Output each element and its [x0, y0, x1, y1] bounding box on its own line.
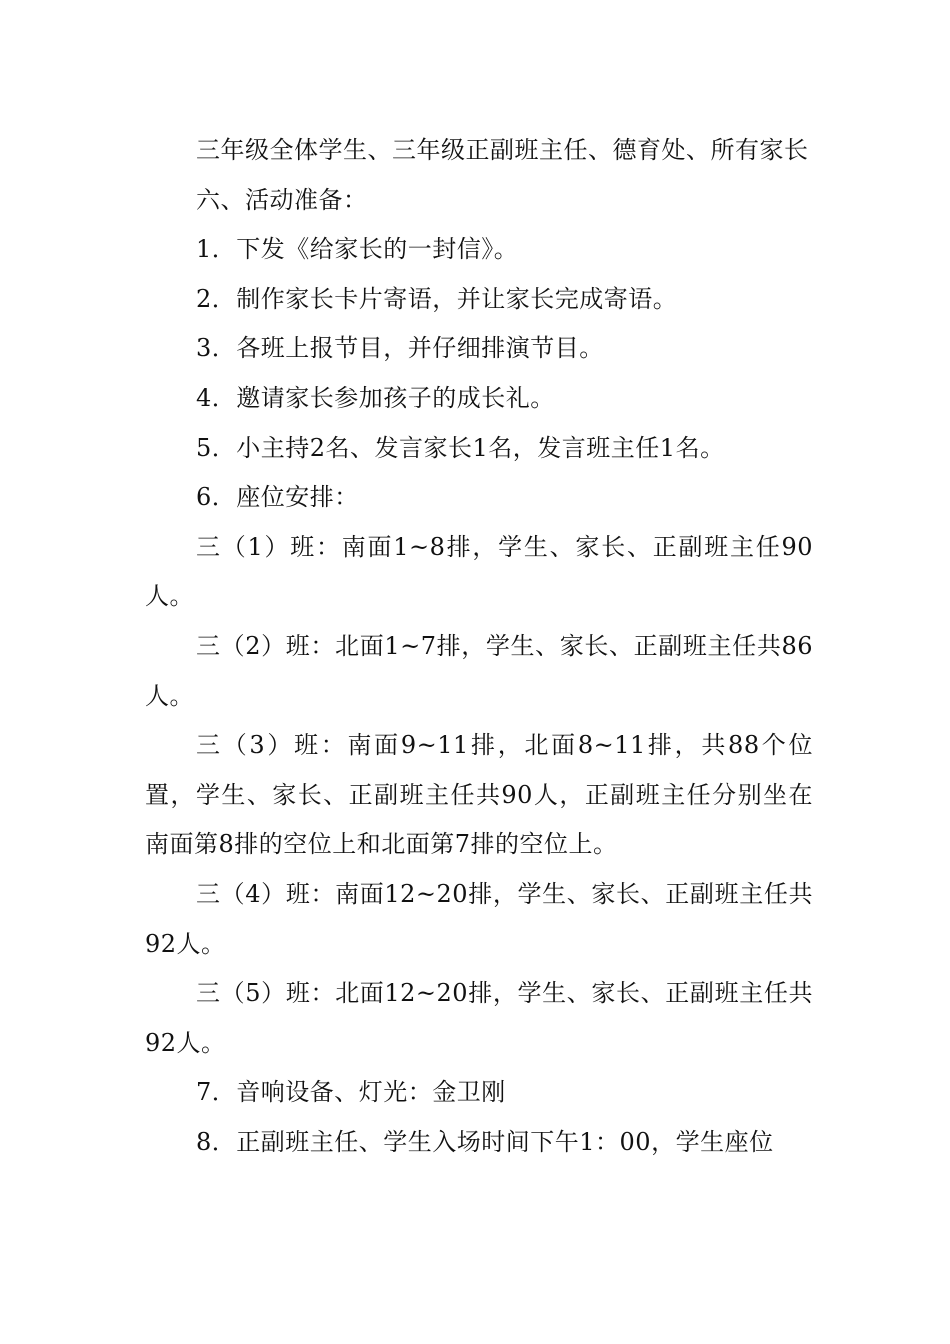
- seating-class-4: 三（4）班：南面12~20排，学生、家长、正副班主任共92人。: [145, 879, 813, 958]
- list-item: 3．各班上报节目，并仔细排演节目。: [196, 334, 604, 363]
- document-body: [145, 126, 813, 1167]
- seating-class-5: 三（5）班：北面12~20排，学生、家长、正副班主任共92人。: [145, 979, 813, 1057]
- list-item: 1．下发《给家长的一封信》。: [196, 235, 519, 264]
- seating-class-2: 三（2）班：北面1~7排，学生、家长、正副班主任共86人。: [145, 631, 813, 710]
- list-item: 4．邀请家长参加孩子的成长礼。: [196, 383, 555, 412]
- paragraph-participants: 三年级全体学生、三年级正副班主任、德育处、所有家长: [196, 136, 809, 164]
- list-item: 6．座位安排：: [196, 483, 359, 512]
- list-item: 7．音响设备、灯光：金卫刚: [196, 1078, 506, 1107]
- list-item: 2．制作家长卡片寄语，并让家长完成寄语。: [196, 284, 678, 313]
- section-heading-preparation: 六、活动准备：: [196, 185, 368, 214]
- seating-class-3: 三（3）班：南面9~11排，北面8~11排，共88个位置，学生、家长、正副班主任共90人，正副班主任分别坐在南面第8排的空位上和北面第7排的空位上。: [145, 731, 813, 859]
- list-item: 5．小主持2名、发言家长1名，发言班主任1名。: [196, 433, 725, 462]
- list-item: 8．正副班主任、学生入场时间下午1：00，学生座位: [196, 1127, 774, 1156]
- seating-class-1: 三（1）班：南面1~8排，学生、家长、正副班主任90人。: [145, 532, 813, 611]
